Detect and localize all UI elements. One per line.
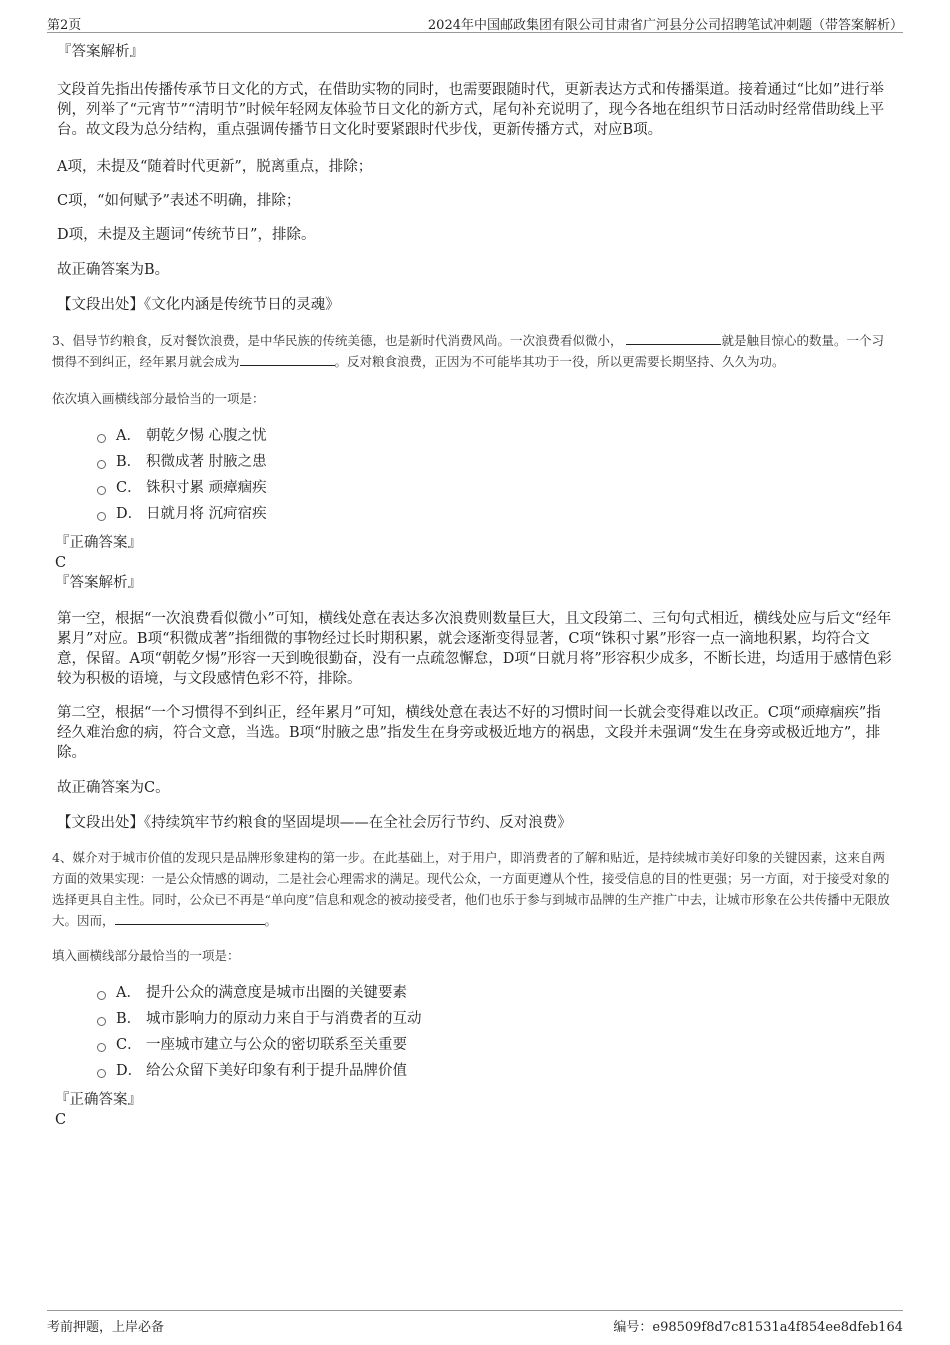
question-instruction: 依次填入画横线部分最恰当的一项是：: [52, 391, 265, 406]
document-code: 编号：e98509f8d7c81531a4f854ee8dfeb164: [613, 1320, 903, 1335]
answer-value: C: [55, 555, 67, 571]
conclusion: 故正确答案为C。: [57, 780, 170, 796]
page-footer: [47, 1310, 903, 1335]
fill-blank-2: [240, 353, 335, 366]
option-d[interactable]: D． 日就月将 沉疴宿疾: [97, 501, 893, 527]
option-c[interactable]: C． 一座城市建立与公众的密切联系至关重要: [97, 1032, 893, 1058]
analysis-paragraph: 第一空，根据“一次浪费看似微小”可知，横线处意在表达多次浪费则数量巨大，且文段第二、三句句式相近，横线处应与后文“经年累月”对应。B项“积微成著”指细微的事物经过长时期积累，就会逐渐变得显著，C项“铢积寸累”形容一点一滴地积累，均符合文意，保留。A项“朝乾夕惕”形容一天到晚很勤奋，没有一点疏忽懈怠，D项“日就月将”形容积少成多，不断长进，均适用于感情色彩较为积极的语境，与文段感情色彩不符，排除。: [57, 611, 892, 687]
footer-slogan: 考前押题，上岸必备: [47, 1320, 165, 1335]
analysis-paragraph: 文段首先指出传播传承节日文化的方式，在借助实物的同时，也需要跟随时代，更新表达方式和传播渠道。接着通过“比如”进行举例，列举了“元宵节”“清明节”时候年轻网友体验节日文化的新方式，尾句补充说明了，现今各地在组织节日活动时经常借助线上平台。故文段为总分结构，重点强调传播节日文化时要紧跟时代步伐，更新传播方式，对应B项。: [57, 82, 885, 138]
radio-icon[interactable]: [97, 486, 106, 495]
page-number: 第2页: [47, 18, 82, 33]
analysis-option-a: A项，未提及“随着时代更新”，脱离重点，排除；: [57, 159, 373, 175]
answer-value: C: [55, 1112, 67, 1128]
radio-icon[interactable]: [97, 1069, 106, 1078]
question-stem: 4、媒介对于城市价值的发现只是品牌形象建构的第一步。在此基础上，对于用户，即消费者的了解和贴近，是持续城市美好印象的关键因素，这来自两方面的效果实现：一是公众情感的调动，二是社会心理需求的满足。现代公众，一方面更遵从个性，接受信息的目的性更强；另一方面，对于接受对象的选择更具自主性。同时，公众已不再是“单向度”信息和观念的被动接受者，他们也乐于参与到城市品牌的生产推广中去，让城市形象在公共传播中无限放大。因而， 。: [52, 850, 890, 928]
question-stem: 3、倡导节约粮食，反对餐饮浪费，是中华民族的传统美德，也是新时代消费风尚。一次浪费看似微小， 就是触目惊心的数量。一个习惯得不到纠正，经年累月就会成为 。反对粮食浪费，正因为不可能毕其功于一役，所以更需要长期坚持、久久为功。: [52, 333, 884, 369]
option-b[interactable]: B． 积微成著 肘腋之患: [97, 449, 893, 475]
option-list: [57, 423, 893, 527]
analysis-label: 『答案解析』: [55, 575, 142, 591]
option-d[interactable]: D． 给公众留下美好印象有利于提升品牌价值: [97, 1058, 893, 1084]
page-content: [52, 40, 893, 1130]
option-list: [57, 980, 893, 1084]
conclusion: 故正确答案为B。: [57, 262, 170, 278]
answer-label: 『正确答案』: [55, 1092, 142, 1108]
analysis-paragraph: 第二空，根据“一个习惯得不到纠正，经年累月”可知，横线处意在表达不好的习惯时间一长就会变得难以改正。C项“顽瘴痼疾”指经久难治愈的病，符合文意，当选。B项“肘腋之患”指发生在身旁或极近地方的祸患，文段并未强调“发生在身旁或极近地方”，排除。: [57, 705, 881, 761]
page-header: [47, 10, 903, 33]
analysis-option-d: D项，未提及主题词“传统节日”，排除。: [57, 227, 316, 243]
radio-icon[interactable]: [97, 460, 106, 469]
radio-icon[interactable]: [97, 991, 106, 1000]
fill-blank: [115, 912, 265, 925]
radio-icon[interactable]: [97, 1017, 106, 1026]
analysis-label: 『答案解析』: [57, 44, 144, 60]
question-instruction: 填入画横线部分最恰当的一项是：: [52, 948, 240, 963]
option-a[interactable]: A． 朝乾夕惕 心腹之忧: [97, 423, 893, 449]
source-citation: 【文段出处】《持续筑牢节约粮食的坚固堤坝——在全社会厉行节约、反对浪费》: [57, 815, 572, 831]
radio-icon[interactable]: [97, 512, 106, 521]
analysis-option-c: C项，“如何赋予”表述不明确，排除；: [57, 193, 301, 209]
option-c[interactable]: C． 铢积寸累 顽瘴痼疾: [97, 475, 893, 501]
radio-icon[interactable]: [97, 434, 106, 443]
radio-icon[interactable]: [97, 1043, 106, 1052]
source-citation: 【文段出处】《文化内涵是传统节日的灵魂》: [57, 297, 340, 313]
option-a[interactable]: A． 提升公众的满意度是城市出圈的关键要素: [97, 980, 893, 1006]
fill-blank-1: [626, 332, 721, 345]
document-title: 2024年中国邮政集团有限公司甘肃省广河县分公司招聘笔试冲刺题（带答案解析）: [427, 18, 903, 33]
answer-label: 『正确答案』: [55, 535, 142, 551]
option-b[interactable]: B． 城市影响力的原动力来自于与消费者的互动: [97, 1006, 893, 1032]
